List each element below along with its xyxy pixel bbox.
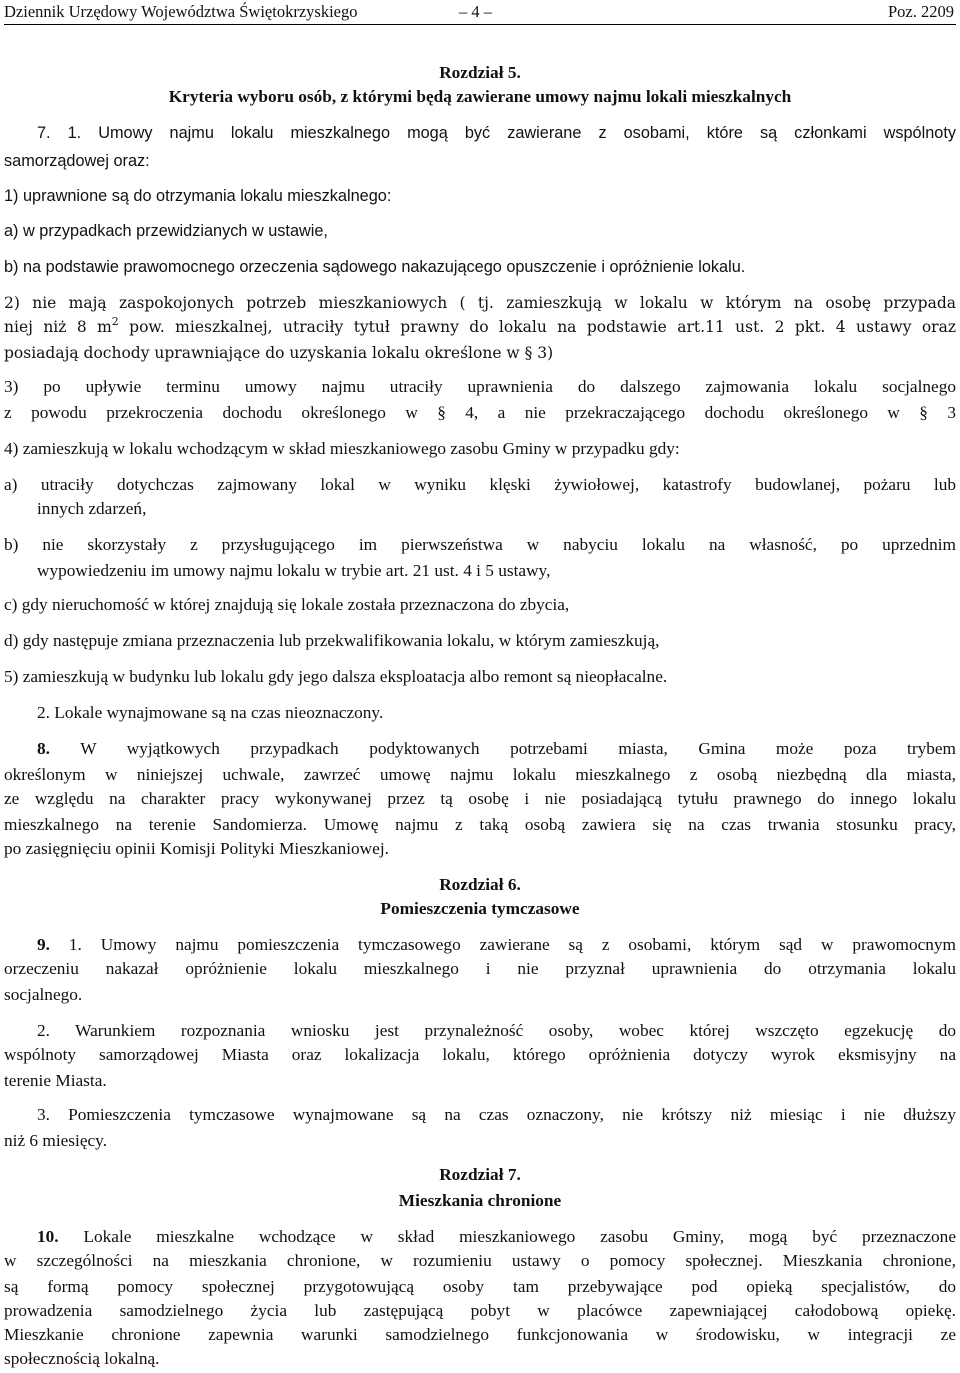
para-9-line-2: orzeczeniu nakazał opróżnienie lokalu mieszkalnego i nie przyznał uprawnienia do otrzymania lokalu — [4, 959, 956, 978]
para-10-line-2: w szczególności na mieszkania chronione, w rozumieniu ustawy o pomocy społecznej. Mieszkania chronione, — [4, 1251, 956, 1270]
para-7-item-2-line-2: niej niż 8 $m^2$ pow. mieszkalnej, utraciły tytuł prawny do lokalu na podstawie art.11 ust. 2 pkt. 4 ustawy oraz — [4, 315, 956, 336]
para-10-line-5: Mieszkanie chronione zapewnia warunki samodzielnego funkcjonowania w środowisku, w integracji ze — [4, 1325, 956, 1344]
para-7-section-2: 2. Lokale wynajmowane są na czas nieoznaczony. — [37, 703, 384, 722]
para-7-item-4c: c) gdy nieruchomość w której znajdują się lokale została przeznaczona do zbycia, — [4, 595, 570, 614]
para-7-item-3-line-2: z powodu przekroczenia dochodu określonego w § 4, a nie przekraczającego dochodu określonego w § 3 — [4, 403, 956, 422]
para-7-line-1: 7. 1. Umowy najmu lokalu mieszkalnego mogą być zawierane z osobami, które są członkami wspólnoty — [37, 124, 956, 142]
para-7-item-1a: a) w przypadkach przewidzianych w ustawie, — [4, 222, 328, 240]
para-8-line-2: określonym w niniejszej uchwale, zawrzeć umowę najmu lokalu mieszkalnego z osobą niezbędną dla miasta, — [4, 765, 956, 784]
para-7-item-1: 1) uprawnione są do otrzymania lokalu mieszkalnego: — [4, 187, 392, 205]
para-7-item-4b-line-2: wypowiedzeniu im umowy najmu lokalu w trybie art. 21 ust. 4 i 5 ustawy, — [37, 561, 551, 580]
para-8-line-1: 8. W wyjątkowych przypadkach podyktowanych potrzebami miasta, Gmina może poza trybem — [37, 739, 956, 758]
chapter-7-subtitle: Mieszkania chronione — [398, 1191, 562, 1210]
para-8-line-5: po zasięgnięciu opinii Komisji Polityki Mieszkaniowej. — [4, 839, 389, 858]
para-7-item-5: 5) zamieszkują w budynku lub lokalu gdy jego dalsza eksploatacja albo remont są nieopłacalne. — [4, 667, 668, 686]
para-10-line-1: 10. Lokale mieszkalne wchodzące w skład mieszkaniowego zasobu Gminy, mogą być przeznaczone — [37, 1227, 956, 1246]
para-9-section-3-line-2: niż 6 miesięcy. — [4, 1131, 108, 1150]
para-7-item-4: 4) zamieszkują w lokalu wchodzącym w skład mieszkaniowego zasobu Gminy w przypadku gdy: — [4, 439, 680, 458]
para-9-section-2-line-2: wspólnoty samorządowej Miasta oraz lokalizacja lokalu, którego opróżnienia dotyczy wyrok eksmisyjny na — [4, 1045, 956, 1064]
para-8-line-3: ze względu na charakter pracy wykonywanej przez tą osobę i nie posiadającą tytułu prawnego do innego lokalu — [4, 789, 956, 808]
page-number: – 4 – — [459, 2, 492, 21]
para-10-line-4: prowadzenia samodzielnego życia lub zastępującą pobyt w placówce zapewniającej całodobową opiekę. — [4, 1301, 956, 1320]
chapter-6-subtitle: Pomieszczenia tymczasowe — [380, 899, 580, 918]
para-7-item-4d: d) gdy następuje zmiana przeznaczenia lub przekwalifikowania lokalu, w którym zamieszkują, — [4, 631, 660, 650]
position-number: Poz. 2209 — [888, 2, 954, 21]
para-10-line-3: są formą pomocy społecznej przygotowującą osoby tam przebywające pod opieką specjalistów, do — [4, 1277, 956, 1296]
para-8-line-4: mieszkalnego na terenie Sandomierza. Umowę najmu z taką osobą zawiera się na czas trwania stosunku pracy, — [4, 815, 956, 834]
chapter-5-title: Rozdział 5. — [439, 63, 521, 82]
para-10-number: 10. — [37, 1227, 59, 1246]
para-9-line-3: socjalnego. — [4, 985, 83, 1004]
para-7-line-2: samorządowej oraz: — [4, 152, 150, 170]
para-7-item-2-line-1: 2) nie mają zaspokojonych potrzeb mieszkaniowych ( tj. zamieszkują w lokalu w którym na osobę przypada — [4, 294, 956, 312]
para-7-item-4a-line-1: a) utraciły dotychczas zajmowany lokal w wyniku klęski żywiołowej, katastrofy budowlanej, pożaru lub — [4, 475, 956, 494]
para-7-item-3-line-1: 3) po upływie terminu umowy najmu utraciły uprawnienia do dalszego zajmowania lokalu socjalnego — [4, 377, 956, 396]
chapter-6-title: Rozdział 6. — [439, 875, 521, 894]
journal-title: Dziennik Urzędowy Województwa Świętokrzyskiego — [4, 2, 358, 21]
para-7-item-2-line-3: posiadają dochody uprawniające do uzyskania lokalu określone w § 3) — [4, 344, 554, 362]
para-9-number: 9. — [37, 935, 50, 954]
para-9-section-2-line-1: 2. Warunkiem rozpoznania wniosku jest przynależność osoby, wobec której wszczęto egzekucję do — [37, 1021, 956, 1040]
para-7-item-1b: b) na podstawie prawomocnego orzeczenia sądowego nakazującego opuszczenie i opróżnienie lokalu. — [4, 258, 746, 276]
para-9-line-1: 9. 1. Umowy najmu pomieszczenia tymczasowego zawierane są z osobami, którym sąd w prawomocnym — [37, 935, 956, 954]
para-9-section-3-line-1: 3. Pomieszczenia tymczasowe wynajmowane są na czas oznaczony, nie krótszy niż miesiąc i nie dłuższy — [37, 1105, 956, 1124]
chapter-5-subtitle: Kryteria wyboru osób, z którymi będą zawierane umowy najmu lokali mieszkalnych — [168, 87, 792, 106]
para-7-item-4b-line-1: b) nie skorzystały z przysługującego im pierwszeństwa w nabyciu lokalu na własność, po uprzednim — [4, 535, 956, 554]
para-7-item-4a-line-2: innych zdarzeń, — [37, 499, 147, 518]
para-9-section-2-line-3: terenie Miasta. — [4, 1071, 107, 1090]
page-header — [4, 2, 956, 25]
para-10-line-6: społecznością lokalną. — [4, 1349, 160, 1368]
para-8-number: 8. — [37, 739, 50, 758]
chapter-7-title: Rozdział 7. — [439, 1165, 521, 1184]
